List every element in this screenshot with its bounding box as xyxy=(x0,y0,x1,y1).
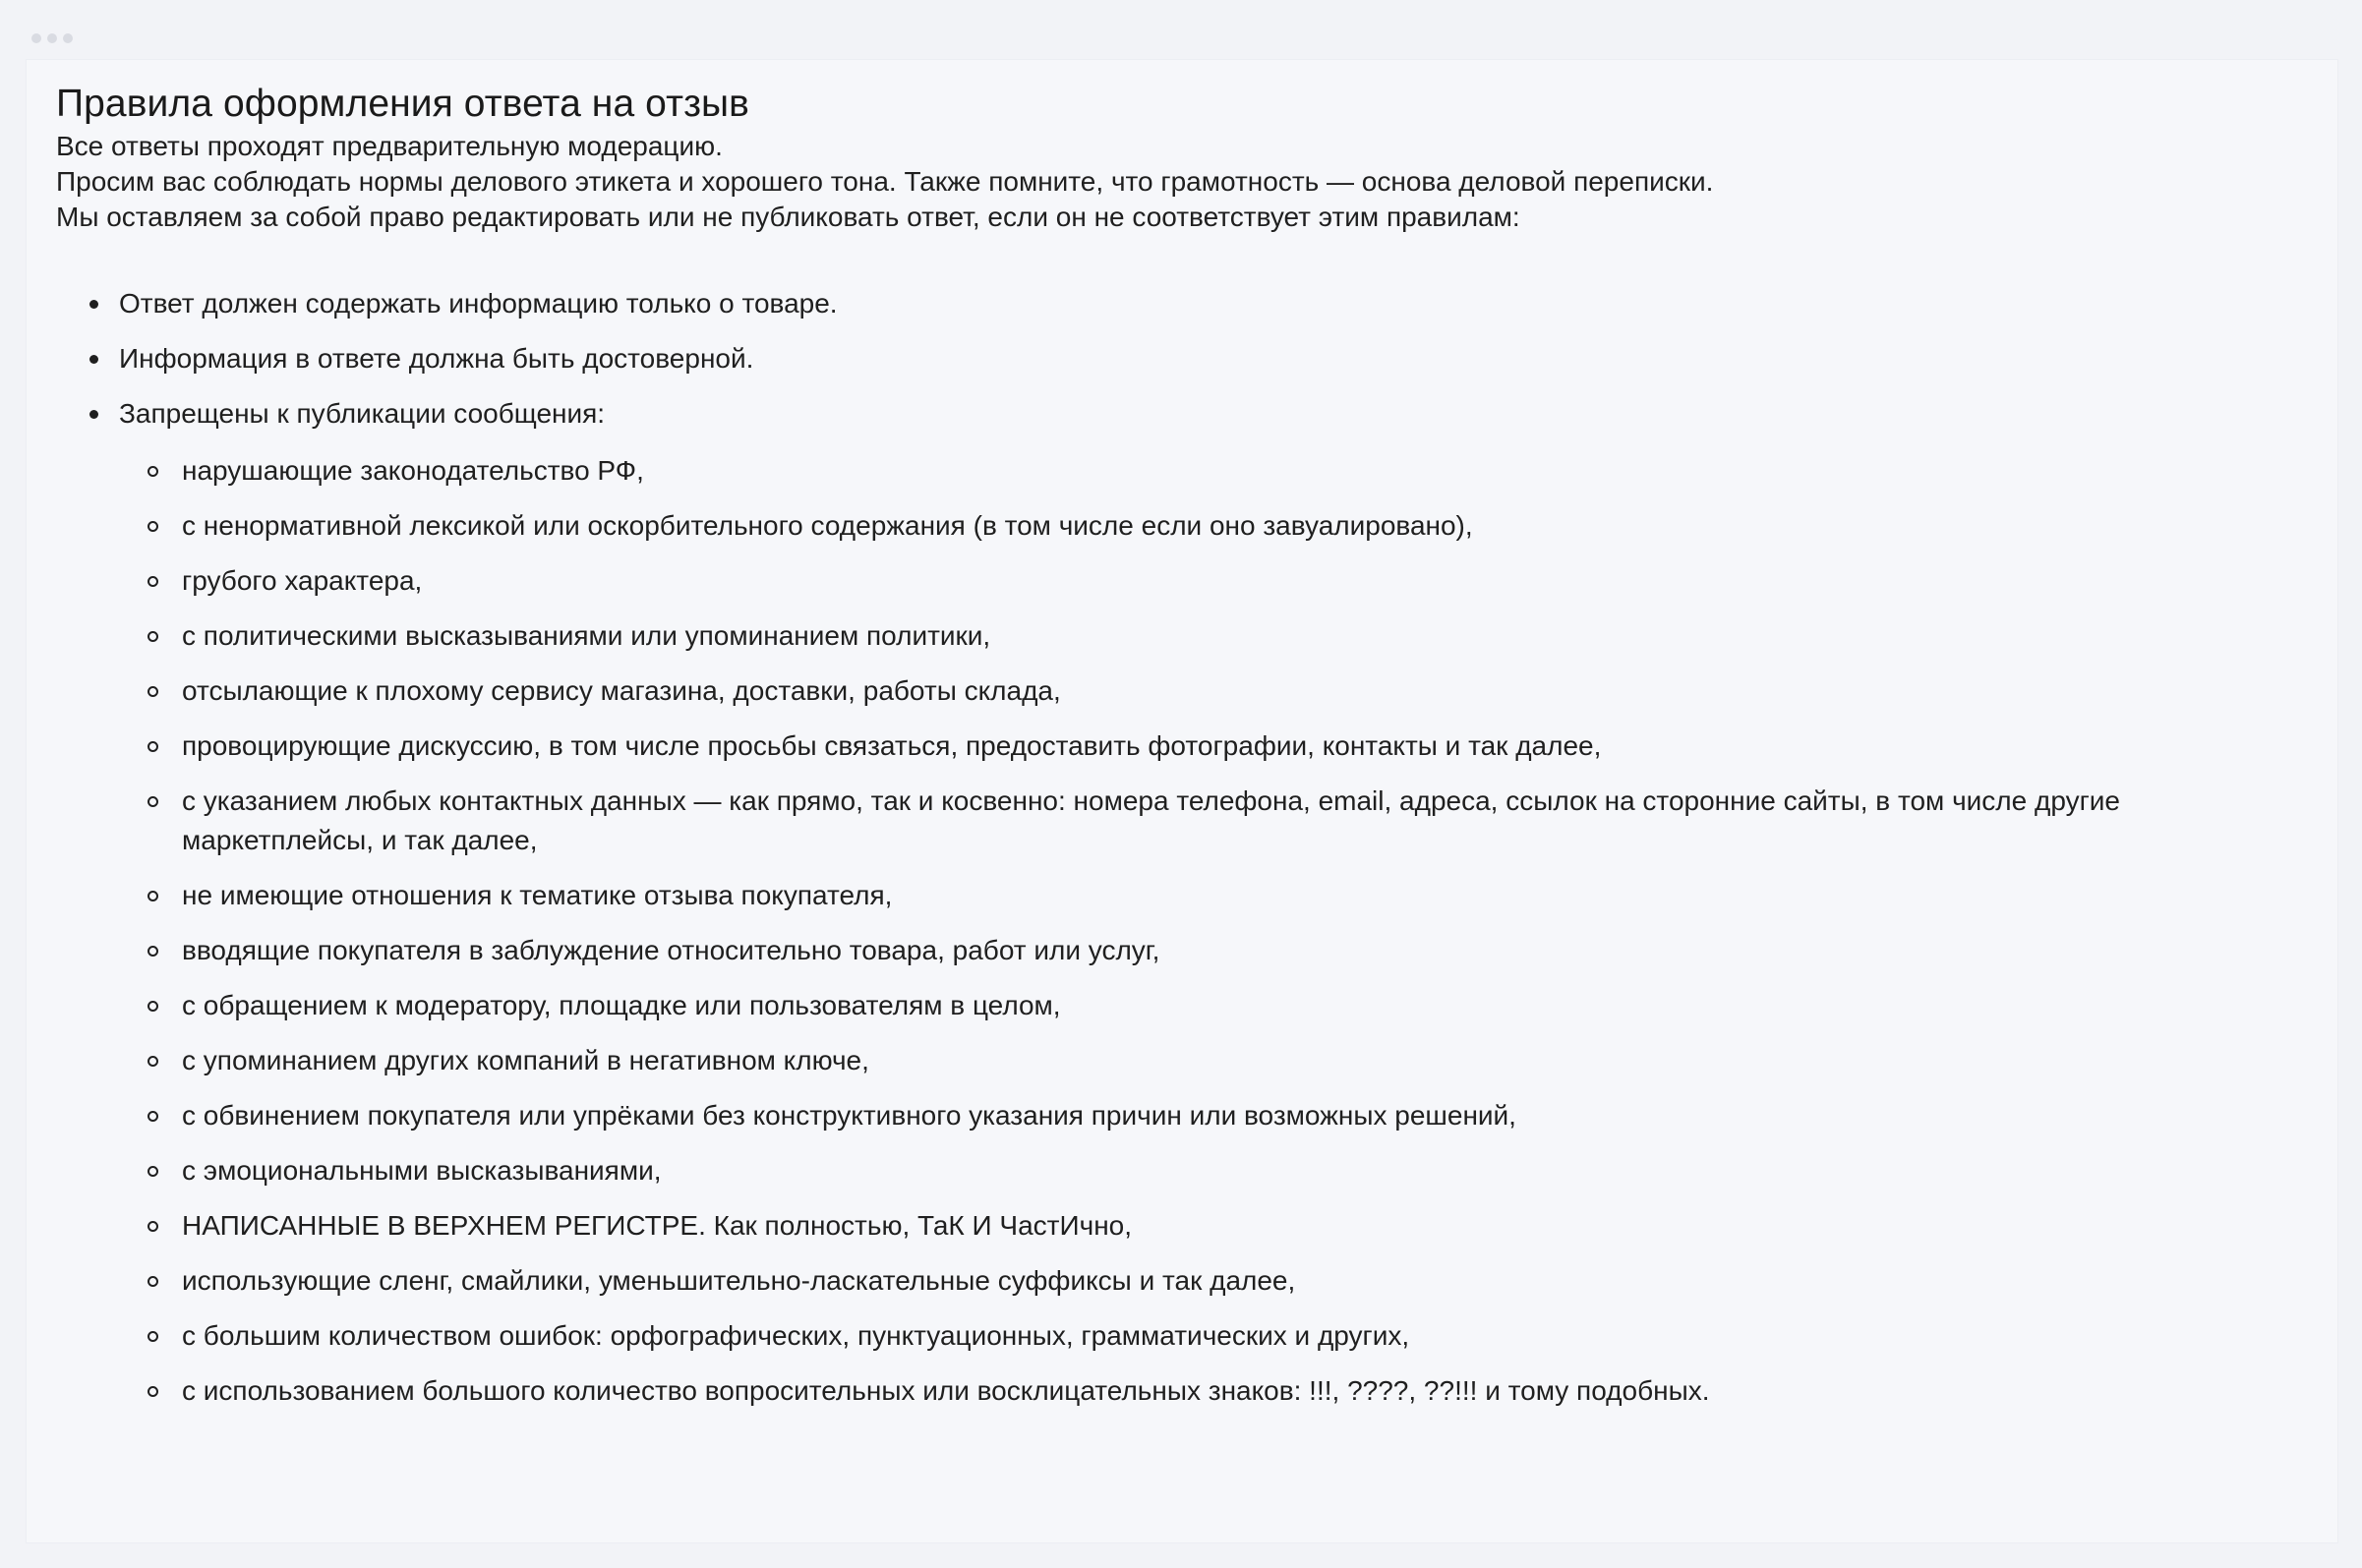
rule-item xyxy=(119,396,2308,1411)
rights-note: Мы оставляем за собой право редактировать или не публиковать ответ, если он не соответствует этим правилам: xyxy=(56,202,1520,232)
prohibited-item: с эмоциональными высказываниями, xyxy=(182,1151,2308,1191)
etiquette-note: Просим вас соблюдать нормы делового этикета и хорошего тона. Также помните, что грамотность — основа деловой переписки. xyxy=(56,166,1714,197)
prohibited-item: грубого характера, xyxy=(182,561,2308,601)
window-dot-icon xyxy=(31,33,41,43)
rule-text: Информация в ответе должна быть достоверной. xyxy=(119,343,754,374)
rules-list xyxy=(56,286,2308,1411)
rule-text: Запрещены к публикации сообщения: xyxy=(119,398,606,429)
rule-item xyxy=(119,286,2308,321)
prohibited-item: провоцирующие дискуссию, в том числе просьбы связаться, предоставить фотографии, контакты и так далее, xyxy=(182,726,2308,766)
window-controls xyxy=(31,33,73,43)
rule-text: Ответ должен содержать информацию только о товаре. xyxy=(119,288,838,319)
prohibited-item: НАПИСАННЫЕ В ВЕРХНЕМ РЕГИСТРЕ. Как полностью, ТаК И ЧастИчно, xyxy=(182,1206,2308,1246)
rules-panel xyxy=(26,59,2338,1543)
window-dot-icon xyxy=(47,33,57,43)
prohibited-item: не имеющие отношения к тематике отзыва покупателя, xyxy=(182,876,2308,915)
page-title: Правила оформления ответа на отзыв xyxy=(56,83,749,125)
prohibited-item: с обращением к модератору, площадке или пользователям в целом, xyxy=(182,986,2308,1025)
prohibited-item: вводящие покупателя в заблуждение относительно товара, работ или услуг, xyxy=(182,931,2308,970)
prohibited-item: с большим количеством ошибок: орфографических, пунктуационных, грамматических и других, xyxy=(182,1316,2308,1356)
prohibited-list xyxy=(119,451,2308,1411)
moderation-note: Все ответы проходят предварительную модерацию. xyxy=(56,131,723,161)
rule-item xyxy=(119,341,2308,377)
prohibited-item: с указанием любых контактных данных — как прямо, так и косвенно: номера телефона, email, адреса, ссылок на сторонние сайты, в том числе другие маркетплейсы, и так далее, xyxy=(182,782,2308,860)
prohibited-item: с упоминанием других компаний в негативном ключе, xyxy=(182,1041,2308,1080)
prohibited-item: отсылающие к плохому сервису магазина, доставки, работы склада, xyxy=(182,671,2308,711)
prohibited-item: с обвинением покупателя или упрёками без конструктивного указания причин или возможных решений, xyxy=(182,1096,2308,1135)
prohibited-item: с использованием большого количество вопросительных или восклицательных знаков: !!!, ????, ??!!! и тому подобных. xyxy=(182,1371,2308,1411)
prohibited-item: с политическими высказываниями или упоминанием политики, xyxy=(182,616,2308,656)
prohibited-item: использующие сленг, смайлики, уменьшительно-ласкательные суффиксы и так далее, xyxy=(182,1261,2308,1301)
prohibited-item: с ненормативной лексикой или оскорбительного содержания (в том числе если оно завуалировано), xyxy=(182,506,2308,546)
window-dot-icon xyxy=(63,33,73,43)
prohibited-item: нарушающие законодательство РФ, xyxy=(182,451,2308,491)
